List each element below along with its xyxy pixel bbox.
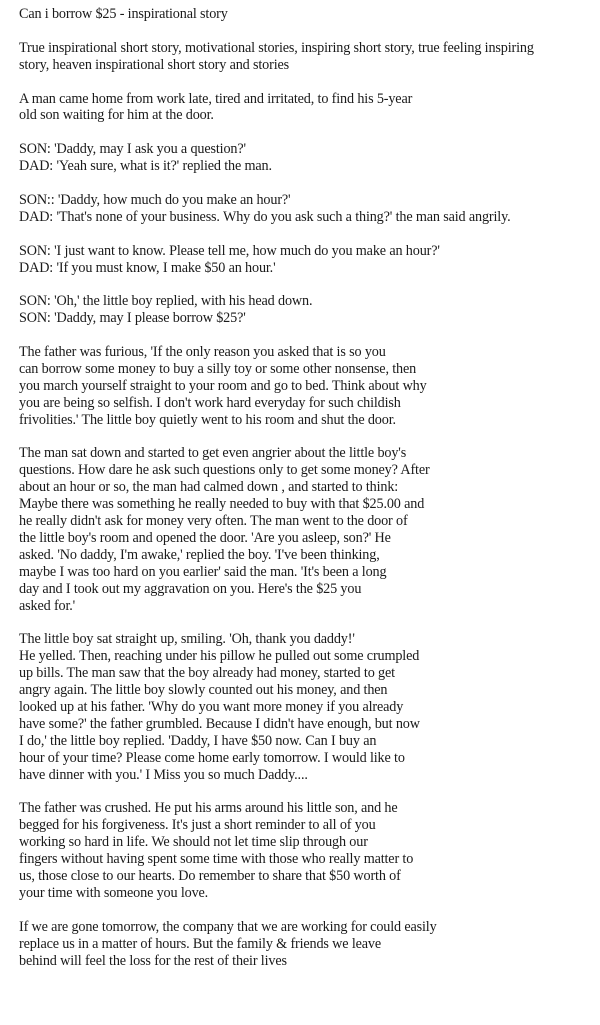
paragraph-line: day and I took out my aggravation on you. Here's the $25 you: [19, 580, 362, 597]
paragraph-line: SON: 'Oh,' the little boy replied, with his head down.: [19, 293, 313, 310]
paragraph-line: He yelled. Then, reaching under his pillow he pulled out some crumpled: [19, 648, 420, 665]
paragraph-line: angry again. The little boy slowly counted out his money, and then: [19, 682, 388, 699]
story-body: [19, 40, 600, 970]
paragraph: [19, 445, 600, 614]
paragraph-line: DAD: 'That's none of your business. Why do you ask such a thing?' the man said angrily.: [19, 208, 511, 225]
paragraph-line: DAD: 'If you must know, I make $50 an hour.': [19, 259, 276, 276]
paragraph: [19, 141, 600, 175]
paragraph-line: Maybe there was something he really needed to buy with that $25.00 and: [19, 496, 425, 513]
paragraph-line: asked. 'No daddy, I'm awake,' replied the boy. 'I've been thinking,: [19, 546, 380, 563]
paragraph: [19, 192, 600, 226]
paragraph-line: asked for.': [19, 597, 76, 614]
paragraph: [19, 800, 600, 901]
paragraph-line: you march yourself straight to your room and go to bed. Think about why: [19, 377, 427, 394]
paragraph-line: maybe I was too hard on you earlier' said the man. 'It's been a long: [19, 563, 387, 580]
paragraph-line: have some?' the father grumbled. Because I didn't have enough, but now: [19, 715, 420, 732]
paragraph-line: old son waiting for him at the door.: [19, 107, 214, 124]
paragraph-line: working so hard in life. We should not let time slip through our: [19, 834, 368, 851]
paragraph: [19, 344, 600, 429]
paragraph-line: about an hour or so, the man had calmed down , and started to think:: [19, 479, 399, 496]
paragraph: [19, 293, 600, 327]
paragraph: [19, 631, 600, 783]
paragraph: [19, 919, 600, 970]
paragraph-line: questions. How dare he ask such questions only to get some money? After: [19, 462, 430, 479]
paragraph-line: The man sat down and started to get even angrier about the little boy's: [19, 445, 407, 462]
paragraph-line: If we are gone tomorrow, the company that we are working for could easily: [19, 918, 437, 935]
paragraph-line: your time with someone you love.: [19, 884, 209, 901]
paragraph-line: SON: 'I just want to know. Please tell me, how much do you make an hour?': [19, 242, 440, 259]
paragraph-line: looked up at his father. 'Why do you want more money if you already: [19, 699, 404, 716]
paragraph-line: replace us in a matter of hours. But the family & friends we leave: [19, 935, 382, 952]
paragraph-line: fingers without having spent some time with those who really matter to: [19, 851, 414, 868]
paragraph-line: us, those close to our hearts. Do remember to share that $50 worth of: [19, 868, 401, 885]
paragraph-line: SON: 'Daddy, may I please borrow $25?': [19, 310, 246, 327]
paragraph-line: The little boy sat straight up, smiling. 'Oh, thank you daddy!': [19, 631, 355, 648]
paragraph-line: The father was furious, 'If the only reason you asked that is so you: [19, 344, 386, 361]
paragraph: [19, 40, 600, 74]
paragraph-line: SON:: 'Daddy, how much do you make an hour?': [19, 191, 291, 208]
paragraph-line: he really didn't ask for money very often. The man went to the door of: [19, 513, 408, 530]
paragraph-line: you are being so selfish. I don't work hard everyday for such childish: [19, 394, 401, 411]
paragraph-line: story, heaven inspirational short story and stories: [19, 56, 290, 73]
paragraph-line: A man came home from work late, tired and irritated, to find his 5-year: [19, 90, 413, 107]
paragraph-line: begged for his forgiveness. It's just a short reminder to all of you: [19, 817, 376, 834]
paragraph-line: have dinner with you.' I Miss you so much Daddy....: [19, 766, 308, 783]
paragraph-line: the little boy's room and opened the door. 'Are you asleep, son?' He: [19, 529, 391, 546]
paragraph-line: SON: 'Daddy, may I ask you a question?': [19, 141, 246, 158]
paragraph-line: can borrow some money to buy a silly toy or some other nonsense, then: [19, 360, 417, 377]
paragraph-line: DAD: 'Yeah sure, what is it?' replied the man.: [19, 158, 272, 175]
title-text: Can i borrow $25 - inspirational story: [19, 6, 228, 22]
paragraph-line: behind will feel the loss for the rest of their lives: [19, 952, 287, 969]
paragraph-line: hour of your time? Please come home early tomorrow. I would like to: [19, 749, 405, 766]
paragraph-line: frivolities.' The little boy quietly went to his room and shut the door.: [19, 411, 396, 428]
paragraph-line: I do,' the little boy replied. 'Daddy, I have $50 now. Can I buy an: [19, 732, 377, 749]
paragraph-line: The father was crushed. He put his arms around his little son, and he: [19, 800, 398, 817]
paragraph: [19, 243, 600, 277]
paragraph-line: up bills. The man saw that the boy already had money, started to get: [19, 665, 395, 682]
paragraph-line: True inspirational short story, motivational stories, inspiring short story, true feeling inspiring: [19, 39, 534, 56]
document-title: [19, 6, 600, 23]
paragraph: [19, 91, 600, 125]
